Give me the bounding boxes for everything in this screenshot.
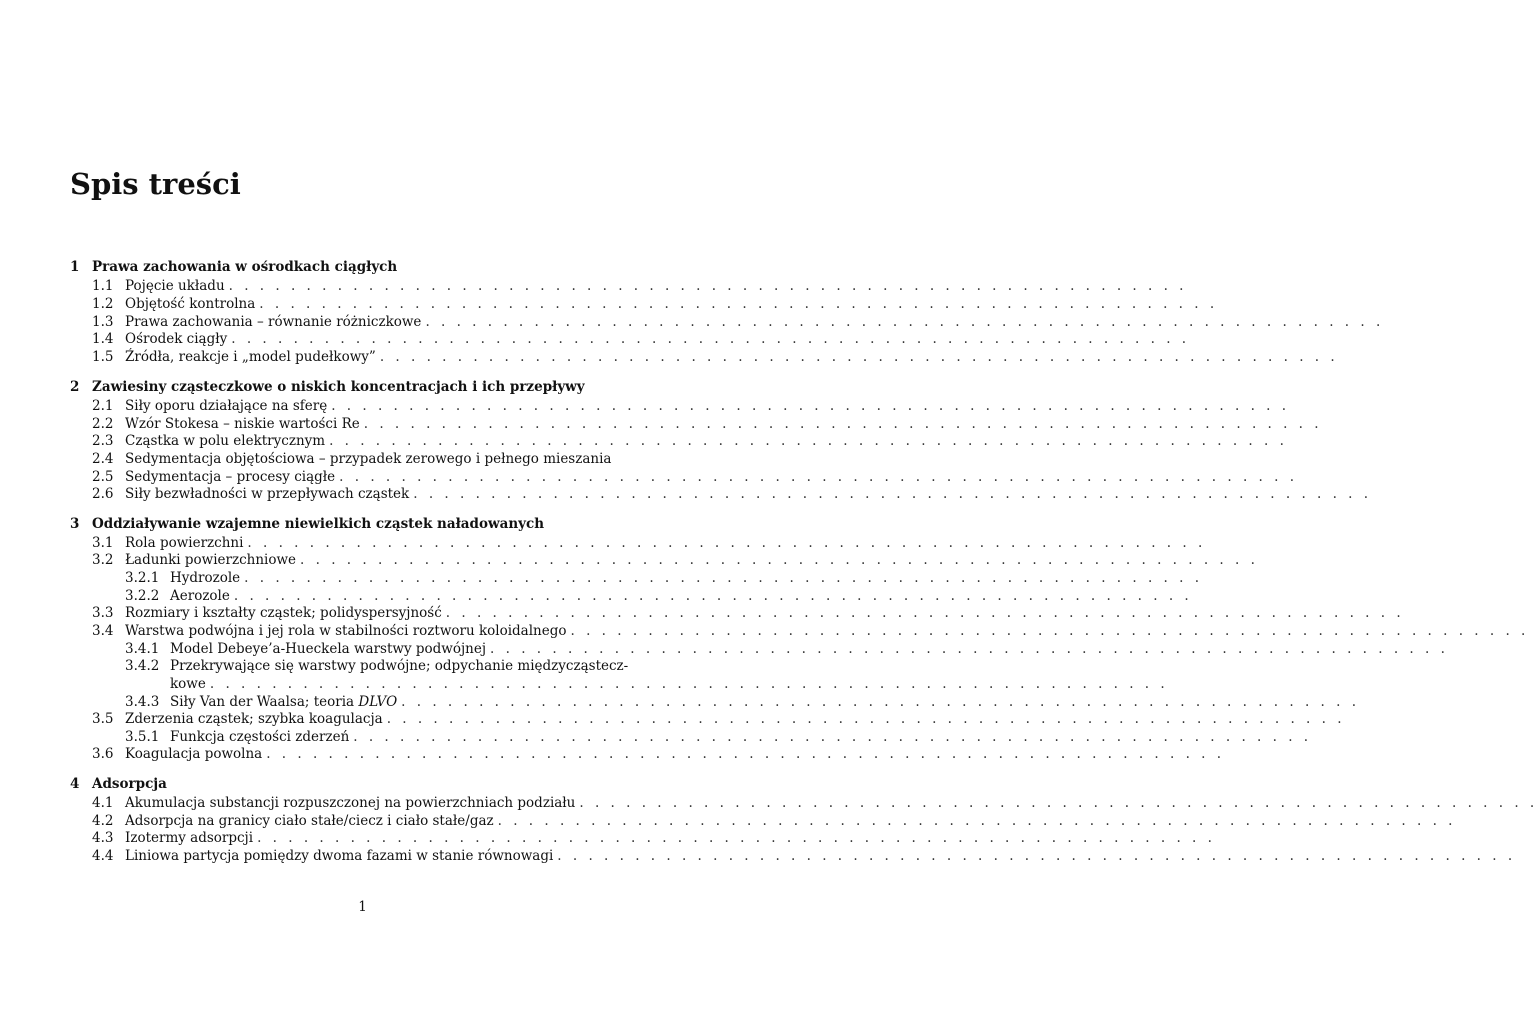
- toc-section: [92, 551, 1259, 569]
- toc-subsection: [125, 693, 1360, 711]
- toc-section: [92, 485, 1372, 503]
- subsection-number: 3.5.1: [125, 729, 160, 745]
- section-title: Wzór Stokesa – niskie wartości Re: [125, 416, 360, 432]
- subsection-title: Funkcja częstości zderzeń: [170, 729, 350, 745]
- dot-leader: . . . . . . . . . . . . . . . . . . . . . . . . . . . . . . . . . . . . . . . . . . . . . . . . . . . . . . . . . . . . . .: [233, 588, 1193, 604]
- section-number: 1.1: [92, 278, 114, 294]
- toc-section: [92, 313, 1384, 331]
- section-number: 3.5: [92, 711, 114, 727]
- section-title: Rola powierzchni: [125, 535, 244, 551]
- chapter-title: Adsorpcja: [92, 776, 167, 792]
- section-number: 2.3: [92, 433, 114, 449]
- section-title: Adsorpcja na granicy ciało stałe/ciecz i ciało stałe/gaz: [125, 813, 494, 829]
- page-number: 1: [358, 899, 367, 915]
- dot-leader: . . . . . . . . . . . . . . . . . . . . . . . . . . . . . . . . . . . . . . . . . . . . . . . . . . . . . . . . . . . . . .: [266, 746, 1225, 762]
- dot-leader: . . . . . . . . . . . . . . . . . . . . . . . . . . . . . . . . . . . . . . . . . . . . . . . . . . . . . . . . . . . . . .: [490, 641, 1449, 657]
- dot-leader: . . . . . . . . . . . . . . . . . . . . . . . . . . . . . . . . . . . . . . . . . . . . . . . . . . . . . . . . . . . . . .: [259, 296, 1218, 312]
- toc-subsection-continuation: [170, 675, 1169, 693]
- dot-leader: . . . . . . . . . . . . . . . . . . . . . . . . . . . . . . . . . . . . . . . . . . . . . . . . . . . . . . . . . . . . . .: [353, 729, 1312, 745]
- toc-section: [92, 348, 1339, 366]
- section-number: 4.2: [92, 813, 114, 829]
- subsection-title: [170, 693, 401, 711]
- subsection-number: 3.4.1: [125, 641, 160, 657]
- dot-leader: . . . . . . . . . . . . . . . . . . . . . . . . . . . . . . . . . . . . . . . . . . . . . . . . . . . . . . . . . . . . . .: [401, 694, 1360, 710]
- toc-section: [92, 397, 1290, 415]
- section-title: Cząstka w polu elektrycznym: [125, 433, 326, 449]
- section-number: 4.1: [92, 795, 114, 811]
- section-number: 2.2: [92, 416, 114, 432]
- subsection-title: Aerozole: [170, 588, 230, 604]
- toc-section: [92, 829, 1216, 847]
- section-title: Sedymentacja – procesy ciągłe: [125, 469, 336, 485]
- section-title: Objętość kontrolna: [125, 296, 256, 312]
- section-title: Źródła, reakcje i „model pudełkowy”: [125, 349, 376, 365]
- toc-section: [92, 295, 1218, 313]
- section-title: Siły oporu działające na sferę: [125, 398, 328, 414]
- section-title: Izotermy adsorpcji: [125, 830, 254, 846]
- chapter-title: Oddziaływanie wzajemne niewielkich cząstek naładowanych: [92, 516, 545, 532]
- section-number: 2.4: [92, 451, 114, 467]
- section-title: Akumulacja substancji rozpuszczonej na powierzchniach podziału: [125, 795, 576, 811]
- toc-section: [92, 745, 1225, 763]
- toc-section: [92, 604, 1405, 622]
- section-number: 3.4: [92, 623, 114, 639]
- dot-leader: . . . . . . . . . . . . . . . . . . . . . . . . . . . . . . . . . . . . . . . . . . . . . . . . . . . . . . . . . . . . . .: [557, 848, 1516, 864]
- subsection-number: 3.4.2: [125, 658, 160, 674]
- chapter-number: 1: [70, 259, 80, 275]
- section-title: Sedymentacja objętościowa – przypadek zerowego i pełnego mieszania: [125, 451, 612, 467]
- toc-section: [92, 794, 1538, 812]
- section-title: Liniowa partycja pomiędzy dwoma fazami w stanie równowagi: [125, 848, 554, 864]
- section-number: 1.5: [92, 349, 114, 365]
- section-title: Siły bezwładności w przepływach cząstek: [125, 486, 410, 502]
- toc-section: [92, 812, 1456, 830]
- toc-section: [92, 277, 1187, 295]
- section-number: 4.4: [92, 848, 114, 864]
- toc-chapter: [70, 775, 595, 793]
- subsection-title: Przekrywające się warstwy podwójne; odpychanie międzycząstecz-: [170, 658, 629, 674]
- toc-section: [92, 710, 1346, 728]
- subsection-title: Hydrozole: [170, 570, 241, 586]
- dot-leader: . . . . . . . . . . . . . . . . . . . . . . . . . . . . . . . . . . . . . . . . . . . . . . . . . . . . . . . . . . . . . .: [244, 570, 1203, 586]
- section-number: 3.1: [92, 535, 114, 551]
- subsection-title-continuation: kowe: [170, 676, 206, 692]
- subsection-number: 3.4.3: [125, 694, 160, 710]
- toc-section: [92, 450, 612, 468]
- dot-leader: . . . . . . . . . . . . . . . . . . . . . . . . . . . . . . . . . . . . . . . . . . . . . . . . . . . . . . . . . . . . . .: [413, 486, 1372, 502]
- toc-section: [92, 468, 1298, 486]
- dot-leader: . . . . . . . . . . . . . . . . . . . . . . . . . . . . . . . . . . . . . . . . . . . . . . . . . . . . . . . . . . . . . .: [247, 535, 1206, 551]
- toc-section: [92, 847, 1516, 865]
- toc-subsection: [125, 728, 1312, 746]
- toc-chapter: [70, 515, 595, 533]
- dot-leader: . . . . . . . . . . . . . . . . . . . . . . . . . . . . . . . . . . . . . . . . . . . . . . . . . . . . . . . . . . . . . .: [231, 331, 1190, 347]
- toc-section: [92, 415, 1323, 433]
- section-number: 1.4: [92, 331, 114, 347]
- section-number: 4.3: [92, 830, 114, 846]
- chapter-number: 4: [70, 776, 80, 792]
- dot-leader: . . . . . . . . . . . . . . . . . . . . . . . . . . . . . . . . . . . . . . . . . . . . . . . . . . . . . . . . . . . . . .: [497, 813, 1456, 829]
- section-number: 2.6: [92, 486, 114, 502]
- section-title: Koagulacja powolna: [125, 746, 263, 762]
- toc-subsection: [125, 569, 1203, 587]
- dot-leader: . . . . . . . . . . . . . . . . . . . . . . . . . . . . . . . . . . . . . . . . . . . . . . . . . . . . . . . . . . . . . .: [209, 676, 1169, 692]
- toc-subsection: [125, 640, 1449, 658]
- dot-leader: . . . . . . . . . . . . . . . . . . . . . . . . . . . . . . . . . . . . . . . . . . . . . . . . . . . . . . . . . . . . . .: [228, 278, 1187, 294]
- section-title: Prawa zachowania – równanie różniczkowe: [125, 314, 422, 330]
- dot-leader: . . . . . . . . . . . . . . . . . . . . . . . . . . . . . . . . . . . . . . . . . . . . . . . . . . . . . . . . . . . . . .: [300, 552, 1259, 568]
- section-number: 1.2: [92, 296, 114, 312]
- section-title: Ośrodek ciągły: [125, 331, 228, 347]
- section-title: Pojęcie układu: [125, 278, 225, 294]
- dot-leader: . . . . . . . . . . . . . . . . . . . . . . . . . . . . . . . . . . . . . . . . . . . . . . . . . . . . . . . . . . . . . .: [425, 314, 1384, 330]
- section-number: 3.2: [92, 552, 114, 568]
- toc-section: [92, 534, 1206, 552]
- subsection-title-italic: DLVO: [358, 694, 398, 710]
- dot-leader: . . . . . . . . . . . . . . . . . . . . . . . . . . . . . . . . . . . . . . . . . . . . . . . . . . . . . . . . . . . . . .: [386, 711, 1346, 727]
- section-title: Zderzenia cząstek; szybka koagulacja: [125, 711, 383, 727]
- section-number: 3.6: [92, 746, 114, 762]
- dot-leader: . . . . . . . . . . . . . . . . . . . . . . . . . . . . . . . . . . . . . . . . . . . . . . . . . . . . . . . . . . . . . .: [329, 433, 1288, 449]
- dot-leader: . . . . . . . . . . . . . . . . . . . . . . . . . . . . . . . . . . . . . . . . . . . . . . . . . . . . . . . . . . . . . .: [363, 416, 1323, 432]
- toc-section: [92, 330, 1190, 348]
- dot-leader: . . . . . . . . . . . . . . . . . . . . . . . . . . . . . . . . . . . . . . . . . . . . . . . . . . . . . . . . . . . . . .: [331, 398, 1290, 414]
- subsection-title: Model Debeye’a-Hueckela warstwy podwójnej: [170, 641, 487, 657]
- dot-leader: . . . . . . . . . . . . . . . . . . . . . . . . . . . . . . . . . . . . . . . . . . . . . . . . . . . . . . . . . . . . . .: [570, 623, 1529, 639]
- section-number: 1.3: [92, 314, 114, 330]
- section-number: 2.1: [92, 398, 114, 414]
- toc-chapter: [70, 258, 595, 276]
- subsection-title-text: Siły Van der Waalsa; teoria: [170, 694, 355, 710]
- subsection-number: 3.2.2: [125, 588, 160, 604]
- chapter-number: 2: [70, 379, 80, 395]
- section-title: Rozmiary i kształty cząstek; polidyspersyjność: [125, 605, 442, 621]
- toc-chapter: [70, 378, 595, 396]
- section-title: Warstwa podwójna i jej rola w stabilności roztworu koloidalnego: [125, 623, 567, 639]
- chapter-title: Zawiesiny cząsteczkowe o niskich koncentracjach i ich przepływy: [92, 379, 585, 395]
- dot-leader: . . . . . . . . . . . . . . . . . . . . . . . . . . . . . . . . . . . . . . . . . . . . . . . . . . . . . . . . . . . . . .: [445, 605, 1405, 621]
- section-number: 3.3: [92, 605, 114, 621]
- chapter-title: Prawa zachowania w ośrodkach ciągłych: [92, 259, 398, 275]
- section-title: Ładunki powierzchniowe: [125, 552, 297, 568]
- section-number: 2.5: [92, 469, 114, 485]
- dot-leader: . . . . . . . . . . . . . . . . . . . . . . . . . . . . . . . . . . . . . . . . . . . . . . . . . . . . . . . . . . . . . .: [579, 795, 1538, 811]
- dot-leader: . . . . . . . . . . . . . . . . . . . . . . . . . . . . . . . . . . . . . . . . . . . . . . . . . . . . . . . . . . . . . .: [257, 830, 1216, 846]
- toc-section: [92, 432, 1288, 450]
- toc-section: [92, 622, 1529, 640]
- page-title: Spis treści: [70, 167, 241, 201]
- toc-subsection: [125, 657, 629, 675]
- dot-leader: . . . . . . . . . . . . . . . . . . . . . . . . . . . . . . . . . . . . . . . . . . . . . . . . . . . . . . . . . . . . . .: [339, 469, 1298, 485]
- dot-leader: . . . . . . . . . . . . . . . . . . . . . . . . . . . . . . . . . . . . . . . . . . . . . . . . . . . . . . . . . . . . . .: [379, 349, 1339, 365]
- chapter-number: 3: [70, 516, 80, 532]
- toc-subsection: [125, 587, 1193, 605]
- subsection-number: 3.2.1: [125, 570, 160, 586]
